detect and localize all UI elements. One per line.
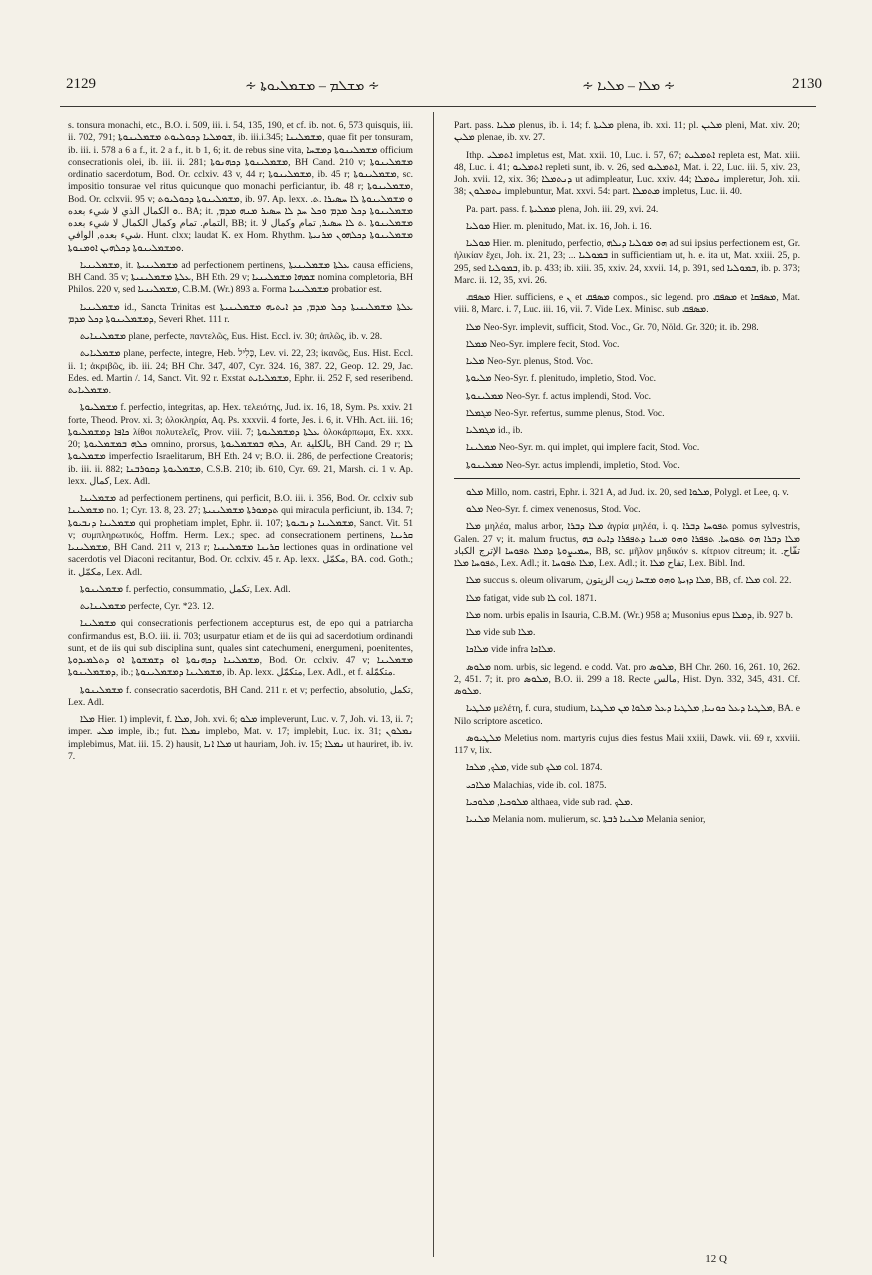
entry-paragraph: ܡܣܦܩ Hier. sufficiens, e ܢ et ܡܣܦܩ compos., sic legend. pro ܡܣܦܩ et ܡܣܦܩܐ, Mat. viii. 8, Marc. i. 7, Luc. iii. 16, vii. 7. Vide Lex. Minisc. sub ܡܣܦܩ. [454, 292, 800, 316]
entry-paragraph: ܡܡܠܝܢܐ Neo-Syr. m. qui implet, qui implere facit, Stod. Voc. [466, 442, 700, 454]
entry-paragraph: ܡܠܛܝܘܣ Meletius nom. martyris cujus dies festus Maii xxiii, Dawk. vii. 69 r, xxviii. 117 v, lix. [454, 732, 800, 756]
entry-paragraph: ܡܠܐ fatigat, vide sub ܠܐ col. 1871. [466, 592, 597, 604]
header-rule [60, 106, 816, 107]
entry-paragraph: ܡܓܡܠܐ Neo-Syr. refertus, summe plenus, Stod. Voc. [466, 407, 665, 419]
entry-paragraph: ܡܠܛܝܐ μελέτη, f. cura, studium, ܡܠܛܝܐ ܕܥܠ ܟܘܢܝܐ, ܡܠܛܝܐ ܕܥܠ ܡܠܘܐ ܡܢ ܡܠܛܝܐ, BA. e Nilo scriptore ascetico. [454, 703, 800, 727]
entry-paragraph: ܡܫܡܠܝܢܐ ad perfectionem pertinens, qui perficit, B.O. iii. i. 356, Bod. Or. cclxiv sub ܡܫܡܠܝܢܐ no. 1; Cyr. 13. 8, 23. 27; ܬܕܡܘܪܬܐ ܡܫܡܠܝܢܝܬܐ qui miracula perficiunt, ib. 134. 7; ܡܫܡܠܝܢܐ ܕܢܒܝܘܬܐ qui prophetiam implet, Ephr. ii. 107; ܡܫܡܠܝܢܐ ܕܢܒܝܘܬܐ, Sanct. Vit. 51 v; συμπληρωτικός, Hoffm. Herm. Lex.; spec. ad consecrationem pertinens, ܩܪܝܢܐ ܡܫܡܠܝܢܝܐ, BH Cand. 211 v, 213 r; ܩܪܝܢܐ ܡܫܡܠܝܢܝܐ lectiones quas in ordinatione vel sacerdotis vel Diaconi recitantur, Bod. Or. cclxiv. 45 r. Ap. lexx. مكمّل, BA. cod. Goth.; it. مكمّل, Lex. Adl. [68, 493, 414, 578]
entry-paragraph: ܡܠܐ nom. urbis epalis in Isauria, C.B.M. (Wr.) 958 a; Musonius epus ܕܡܠܐ, ib. 927 b. [466, 609, 793, 621]
entry-paragraph: ܡܠܐ Hier. 1) implevit, f. ܡܠܐ, Joh. xvi. 6; ܡܠܘ impleverunt, Luc. v. 7, Joh. vi. 13, ii. 7; imper. ܡܠܝ imple, ib.; fut. ܢܡܠܐ implebo, Mat. v. 17; implebit, Luc. ix. 31; ܢܡܠܘܢ implebimus, Mat. iii. 15. 2) hausit, ܡܠܐ ܐܢܐ ut hauriam, Joh. iv. 15; ܢܡܠܐ ut hauriret, ib. iv. 7. [68, 714, 414, 762]
entry-paragraph: ܡܫܡܠܝܐܝܬ plane, perfecte, integre, Heb. כָּלִיל, Lev. vi. 22, 23; ἱκανῶς, Eus. Hist. Eccl. ii. 1; ἀκριβῶς, ib. iii. 24; BH Chr. 347, 407, Cyr. 324. 16, 387. 22, Geop. 12. 29, Jac. Edes. ed. Martin /. 14, Sanct. Vit. 92 r. Exstat ܡܫܡܠܝܐܝܬ, Ephr. ii. 252 F, sed reseribend. ܡܫܡܠܝܐܝܬ. [68, 348, 413, 396]
entry-paragraph: ܡܠܐ μηλέα, malus arbor, ܡܠܐ ܕܒܪܐ ἀγρία μηλέα, i. q. ܬܦܘܚܐ ܕܒܪܐ pomus sylvestris, Galen. 27 v; it. malum fructus, ܡܠܐ ܕܒܪܐ ܗܘ ܬܦܘܚܐ. ܬܦܦܪܐ ܘܗܘ ܡܝܢܐ ܕܬܦܦܪܐ ܕܐܝܬ ܒܗ ܚܡܝܨܘܬܐ ܕܡܠܐ ܬܦܘܚܐ الإترج الكباد, BB, sc. μῆλον μηδικόν s. κίτριον citreum; it. تفّاح. ܬܦܘܚܐ ܡܠܐ, Lex. Adl.; it. ܡܠܐ ܬܦܘܚܐ, Lex. Adl.; it. تفاح ܡܠܐ, Lex. Bibl. Ind. [454, 521, 800, 569]
entry-paragraph: Part. pass. ܡܠܝܐ plenus, ib. i. 14; f. ܡܠܝܬܐ plena, ib. xxi. 11; pl. ܡܠܝܢ pleni, Mat. xiv. 20; ܡܠܝܢ plenae, ib. xv. 27. [454, 120, 800, 144]
entry-paragraph: ܡܠܘܟܝܐ, ܡܠܘܟܝܐ althaea, vide sub rad. ܡܠܟ. [466, 796, 633, 808]
entry-paragraph: ܡܡܠܝܢܘܬܐ Neo-Syr. f. actus implendi, Stod. Voc. [466, 390, 651, 402]
entry-paragraph: ܡܠܘ Millo, nom. castri, Ephr. i. 321 A, ad Jud. ix. 20, sed ܡܠܘܐ, Polygl. et Lee, q. v. [466, 486, 789, 498]
running-head-right: ∻ ܡܠܐ – ܡܠܝܐ ∻ [582, 79, 676, 94]
entry-paragraph: ܡܠܐ Neo-Syr. implevit, sufficit, Stod. Voc., Gr. 70, Nöld. Gr. 320; it. ib. 298. [466, 321, 759, 333]
entry-paragraph: ܡܓܡܠܝܐ id., ib. [466, 425, 523, 436]
entry-paragraph: ܡܠܢܝܐ Melania nom. mulierum, sc. ܡܠܢܝܐ ܪܒܬܐ Melania senior, [466, 814, 706, 825]
entry-paragraph: ܡܘܠܝܐ Hier. m. plenitudo, Mat. ix. 16, Joh. i. 16. [466, 220, 652, 232]
page-number-left: 2129 [66, 76, 96, 92]
entry-paragraph: ܡܠܝܘܬܐ Neo-Syr. f. plenitudo, impletio, Stod. Voc. [466, 373, 657, 385]
running-head-left: ∻ ܡܫܠܡ – ܡܫܡܠܝܘܬܐ ∻ [245, 79, 380, 94]
entry-paragraph: ܡܠܘܣ nom. urbis, sic legend. e codd. Vat. pro ܡܠܘܣ, BH Chr. 260. 16, 261. 10, 262. 2, 451. 7; it. pro ܡܠܘܣ, B.O. ii. 299 a 18. Recte مالس, Hist. Dyn. 332, 345, 431. Cf. ܡܠܘܣ. [454, 661, 800, 697]
entry-paragraph: ܡܫܡܠܝܢܘܬܐ f. consecratio sacerdotis, BH Cand. 211 r. et v; perfectio, absolutio, تكمل, Lex. Adl. [68, 684, 413, 708]
entry-paragraph: ܡܫܡܠܝܢܘܬܐ f. perfectio, consummatio, تكمل, Lex. Adl. [80, 583, 291, 595]
page-header [0, 76, 872, 102]
entry-paragraph: ܡܠܐ vide sub ܡܠܐ. [466, 627, 536, 638]
entry-paragraph: s. tonsura monachi, etc., B.O. i. 509, iii. i. 54, 135, 190, et cf. ib. not. 6, 573 quisquis, iii. ii. 702, 791; ܫܘܡܠܝܐ ܕܟܘܠܝܘܬ ܡܫܡܠܝܢܘܬܐ, ib. iii.i.345; ܡܫܡܠܝܢܐ, quae fit per tonsuram, ib. iii. i. 578 a 6 a f., it. 2 a f., it. b 1, 6; it. de rebus sine vita, ܡܫܡܠܝܢܘܬܐ ܕܡܫܚܐ officium consecrationis olei, ib. iii. ii. 281; ܡܫܡܠܝܢܘܬܐ ܕܟܗܢܘܬܐ, BH Cand. 210 v; ܡܫܡܠܝܢܘܬܐ ordinatio sacerdotum, Bod. Or. cclxiv. 43 v, 44 r; ܡܫܡܠܝܢܘܬܐ, ib. 45 r; ܡܫܡܠܝܢܘܬܐ, sc. impositio tonsurae vel ritus quicunque quo monachi perficiantur, ib. 48 r; ܡܫܡܠܝܢܘܬܐ, Bod. Or. cclxvii. 95 v; ܡܫܡܠܝܢܘܬܐ ܕܟܘܠܝܘܬ, ib. 97. Ap. lexx. .ܘ ܡܫܡܠܝܢܘܬܐ ܠܐ ܚܣܝܪܐ .ܬ .ܘ الكمال الذي لا شيء بعده. BA; it. ܡܫܡܠܝܢܘܬܐ ܕܟܠ ܡܕܡ ܘܟܠ ܚܕ ܠܐ ܚܣܝܪ ܡܢܗ ܡܕܡ, التمام. تمام وكمال الكمال لا شيء بعده, BB; it. ܡܫܡܠܝܢܘܬܐ .ܬ ܠܐ ܚܣܝܪ, تمام وكمال لا شيء بعده, الوافي. Hunt. clxx; laudat K. ex Hom. Rhythm. ܡܫܡܠܝܢܘܬܐ ܕܟܠܗܘܢ ܡܪܢܝܬܐ ܘܡܫܡܠܝܢܘܬܐ ܕܟܠܗܝܢ ܐܘܡܢܘܬܐ. [68, 120, 414, 254]
entry-paragraph: ܡܡܠܐ Neo-Syr. implere fecit, Stod. Voc. [466, 338, 620, 350]
entry-paragraph: ܡܫܡܠܝܢܐ qui consecrationis perfectionem accepturus est, de epo qui a patriarcha confirmandus est, B.O. iii. ii. 703; usurpatur etiam et de iis qui ad sacerdotium ordinandi sunt, et de iis qui sub disciplina sunt, quales sint catechumeni, energumeni, poenitentes, ܡܫܡܠܝܢܐ ܕܟܗܢܘܬܐ ܐܘ ܕܫܡܫܘܬܐ ܐܘ ܕܬܠܡܝܕܘܬܐ, Bod. Or. cclxiv. 47 v; ܡܫܡܠܝܢܐ ܕܡܫܡܠܝܢܘܬܐ, ib.; ܡܫܡܠܝܢܐ ܕܡܫܡܠܝܢܘܬܐ, ib. Ap. lexx. متكمّل, Lex. Adl., et f. متكمّلة. [68, 618, 413, 679]
column-divider [433, 112, 434, 1257]
entry-paragraph: ܡܠܟ, ܡܠܟܐ, vide sub ܡܠܟ col. 1874. [466, 762, 603, 774]
entry-paragraph: ܡܠܐܟܐ vide infra ܡܠܐܟܐ. [466, 644, 556, 656]
entry-paragraph: ܡܫܡܠܝܢܝܐ id., Sancta Trinitas est ܥܠܬܐ ܡܫܡܠܝܢܝܬܐ ܕܟܠ ܡܕܡ, ܟܕ ܐܝܬܝܗ ܡܫܡܠܝܢܝܬܐ ܕܡܫܡܠܝܢܘܬܐ ܕܟܠ ܡܕܡ, Severi Rhet. 111 r. [68, 301, 413, 325]
entry-paragraph: ܡܠܐ succus s. oleum olivarum, ܡܠܐ ܕܙܝܬܐ ܘܗܘ ܡܫܚܐ زيت الزيتون, BB, cf. ܡܠܐ col. 22. [466, 575, 792, 587]
entry-paragraph: Pa. part. pass. f. ܡܡܠܝܬܐ plena, Joh. iii. 29, xvi. 24. [466, 203, 659, 215]
left-column [68, 120, 413, 768]
entry-paragraph: ܡܠܐܟܝ Malachias, vide ib. col. 1875. [466, 779, 607, 791]
entry-paragraph: Ithp. ܐܬܡܠܝ impletus est, Mat. xxii. 10, Luc. i. 57, 67; ܐܬܡܠܝܬ repleta est, Mat. xiii. 48, Luc. i. 41; ܐܬܡܠܝܘ repleti sunt, ib. v. 26, sed ܐܬܡܠܝܘ, Mat. i. 22, Luc. iii. 5, xiv. 23, Joh. xvii. 12, xix. 36; ܕܢܬܡܠܐ ut adimpleatur, Luc. xxiv. 44; ܢܬܡܠܐ impleretur, Joh. xii. 38; ܢܬܡܠܘܢ implebuntur, Mat. xxvi. 54: part. ܡܬܡܠܐ impletus, Luc. ii. 40. [454, 149, 801, 198]
entry-paragraph: ܡܫܡܠܝܢܝܐ, it. ܡܫܡܠܝܢܝܬܐ ad perfectionem pertinens, ܥܠܬܐ ܡܫܡܠܝܢܝܬܐ causa efficiens, BH Cand. 35 v; ܥܠܬܐ ܡܫܡܠܝܢܝܬܐ, BH Eth. 29 v; ܫܡܗܐ ܡܫܡܠܝܢܝܐ nomina completoria, BH Philos. 220 v, sed ܡܫܡܠܝܢܝܐ, C.B.M. (Wr.) 893 a. Forma ܡܫܡܠܝܢܝܐ probatior est. [68, 259, 413, 296]
entry-paragraph: ܡܡܠܝܢܘܬܐ Neo-Syr. actus implendi, impletio, Stod. Voc. [466, 459, 680, 471]
signature-mark: 12 Q [705, 1253, 727, 1265]
entry-paragraph: ܡܠܘ Neo-Syr. f. cimex venenosus, Stod. Voc. [466, 504, 641, 515]
section-separator [454, 478, 800, 479]
entry-paragraph: ܡܘܠܝܐ Hier. m. plenitudo, perfectio, ܗܘ ܡܘܠܝܐ ܕܝܠܗ ad sui ipsius perfectionem est, Gr. ἡλικίαν ἔχει, Joh. ix. 21, 23; ... ܒܡܘܠܝܐ in sufficientiam ut, h. e. ita ut, Mat. xxiii. 25, p. 295, sed ܒܡܘܠܝܐ, ib. p. 433; ib. xiii. 35, xxiv. 24, xxvii. 14, p. 391, sed ܒܡܘܠܝܐ, ib. p. 373; Marc. ii. 12, 35, xvi. 26. [454, 238, 800, 286]
entry-paragraph: ܡܠܝܐ Neo-Syr. plenus, Stod. Voc. [466, 356, 594, 367]
entry-paragraph: ܡܫܡܠܝܢܐܝܬ perfecte, Cyr. *23. 12. [80, 601, 214, 612]
entry-paragraph: ܡܫܡܠܝܘܬܐ f. perfectio, integritas, ap. Hex. τελειότης, Jud. ix. 16, 18, Sym. Ps. xxiv. 21 forte, Theod. Prov. xi. 3; ὁλοκληρία, Aq. Ps. xxxvii. 4 forte, Jes. i. 6, it. VHh. Act. iii. 16; ܟܐܦܐ ܕܡܫܡܠܝܘܬܐ λίθοι πολυτελεῖς, Prov. viii. 7; ܥܠܬܐ ܕܡܫܡܠܝܘܬܐ ὁλοκάρπωμα, Ex. xxx. 20; ܟܠܗ ܒܡܫܡܠܝܘܬܐ omnino, prorsus, ܟܠܗ ܒܡܫܡܠܝܘܬܐ, Ar. بالكلية, BH Cand. 29 r; ܠܐ ܡܫܡܠܝܘܬܐ imperfectio Israelitarum, BH Eth. 24 v; B.O. ii. 286, de perfectione Creatoris; ib. iii. ii. 882; ܡܫܡܠܝܘܬܐ ܕܩܘܪܒܢܐ, C.S.B. 210; ib. 610, Cyr. 69. 21, Marsh. ci. 1 v. Ap. lexx. كمال, Lex. Adl. [68, 402, 414, 487]
page-number-right: 2130 [792, 76, 822, 92]
right-column [454, 120, 800, 831]
entry-paragraph: ܡܫܡܠܝܢܐܝܬ plane, perfecte, παντελῶς, Eus. Hist. Eccl. iv. 30; ἁπλῶς, ib. v. 28. [80, 331, 383, 342]
